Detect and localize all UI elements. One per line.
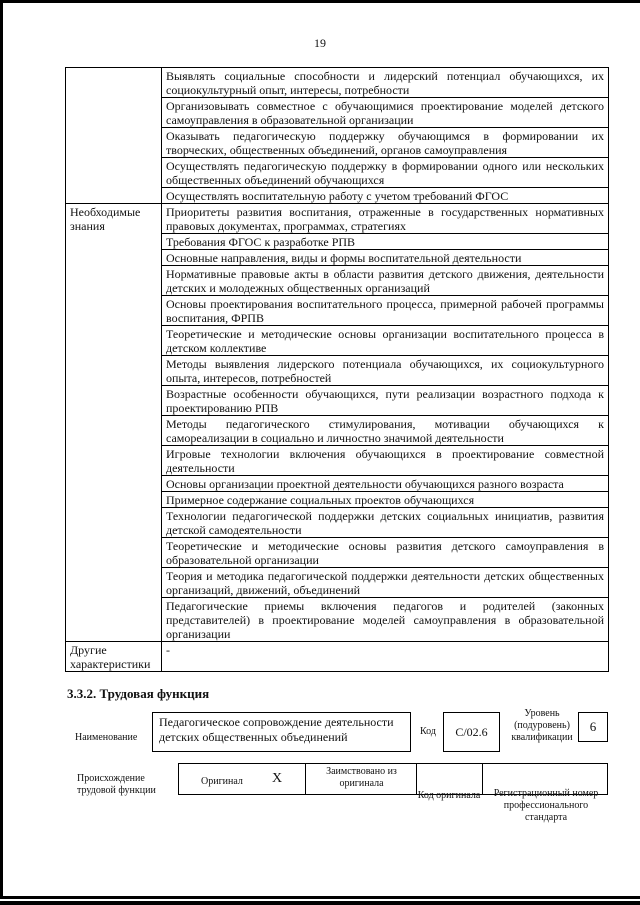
table-cell: Нормативные правовые акты в области развития детского движения, деятельности детских и молодежных общественных организаций	[162, 266, 609, 296]
table-cell: Теория и методика педагогической поддержки деятельности детских общественных организаций, движений, объединений	[162, 568, 609, 598]
table-cell: Педагогические приемы включения педагогов и родителей (законных представителей) в проектирование моделей самоуправления в образовательной организации	[162, 598, 609, 642]
registration-number-caption: Регистрационный номер профессионального стандарта	[493, 788, 599, 823]
table-cell: Методы педагогического стимулирования, мотивации обучающихся к самореализации в социально и личностно значимой деятельности	[162, 416, 609, 446]
table-row	[66, 68, 609, 98]
row-label	[66, 68, 162, 204]
table-cell: Теоретические и методические основы организации воспитательного процесса в детском коллективе	[162, 326, 609, 356]
table-cell: Возрастные особенности обучающихся, пути реализации возрастного подхода к проектированию РПВ	[162, 386, 609, 416]
row-label: Другие характеристики	[66, 642, 162, 672]
table-cell: Осуществлять воспитательную работу с учетом требований ФГОС	[162, 188, 609, 204]
table-cell: Теоретические и методические основы развития детского самоуправления в образовательной организации	[162, 538, 609, 568]
table-cell: Приоритеты развития воспитания, отраженные в государственных нормативных правовых документах, программах, стратегиях	[162, 204, 609, 234]
table-cell: Требования ФГОС к разработке РПВ	[162, 234, 609, 250]
original-label: Оригинал	[201, 776, 243, 787]
original-cell	[179, 764, 306, 794]
table-cell: Основы проектирования воспитательного процесса, примерной рабочей программы воспитания, ФРПВ	[162, 296, 609, 326]
original-code-caption: Код оригинала	[417, 790, 481, 801]
name-label: Наименование	[75, 732, 138, 743]
function-name-box: Педагогическое сопровождение деятельности детских общественных объединений	[152, 712, 411, 752]
table-row	[66, 204, 609, 234]
table-cell: Игровые технологии включения обучающихся в проектирование совместной деятельности	[162, 446, 609, 476]
competency-table-body	[66, 68, 609, 672]
table-cell: Методы выявления лидерского потенциала обучающихся, их социокультурного опыта, интересов, потребностей	[162, 356, 609, 386]
origin-label	[77, 773, 167, 797]
code-label: Код	[420, 726, 436, 737]
table-cell: -	[162, 642, 609, 672]
table-cell: Технологии педагогической поддержки детских социальных инициатив, развития детской самодеятельности	[162, 508, 609, 538]
table-cell: Примерное содержание социальных проектов обучающихся	[162, 492, 609, 508]
table-cell: Основы организации проектной деятельности обучающихся разного возраста	[162, 476, 609, 492]
borrowed-label: Заимствовано из оригинала	[326, 766, 397, 789]
page-border-left	[0, 0, 3, 905]
section-title: 3.3.2. Трудовая функция	[67, 686, 210, 701]
table-row	[66, 642, 609, 672]
table-cell: Выявлять социальные способности и лидерский потенциал обучающихся, их социокультурный опыт, интересы, потребности	[162, 68, 609, 98]
competency-table	[65, 67, 609, 672]
borrowed-cell	[306, 764, 417, 794]
table-cell: Основные направления, виды и формы воспитательной деятельности	[162, 250, 609, 266]
table-cell: Организовывать совместное с обучающимися проектирование моделей детского самоуправления в образовательной организации	[162, 98, 609, 128]
row-label: Необходимые знания	[66, 204, 162, 642]
page-border-gap	[0, 899, 640, 901]
qualification-level-label: Уровень (подуровень) квалификации	[511, 708, 573, 743]
table-cell: Осуществлять педагогическую поддержку в формировании одного или нескольких общественных объединений обучающихся	[162, 158, 609, 188]
page-number: 19	[314, 36, 326, 50]
origin-label-text: Происхождение трудовой функции	[77, 773, 156, 796]
original-mark: X	[272, 771, 283, 786]
code-box: С/02.6	[443, 712, 500, 752]
table-cell: Оказывать педагогическую поддержку обучающимся в формировании их творческих, общественных объединений, органов самоуправления	[162, 128, 609, 158]
qualification-level-box: 6	[578, 712, 608, 742]
page-border-top	[0, 0, 640, 3]
